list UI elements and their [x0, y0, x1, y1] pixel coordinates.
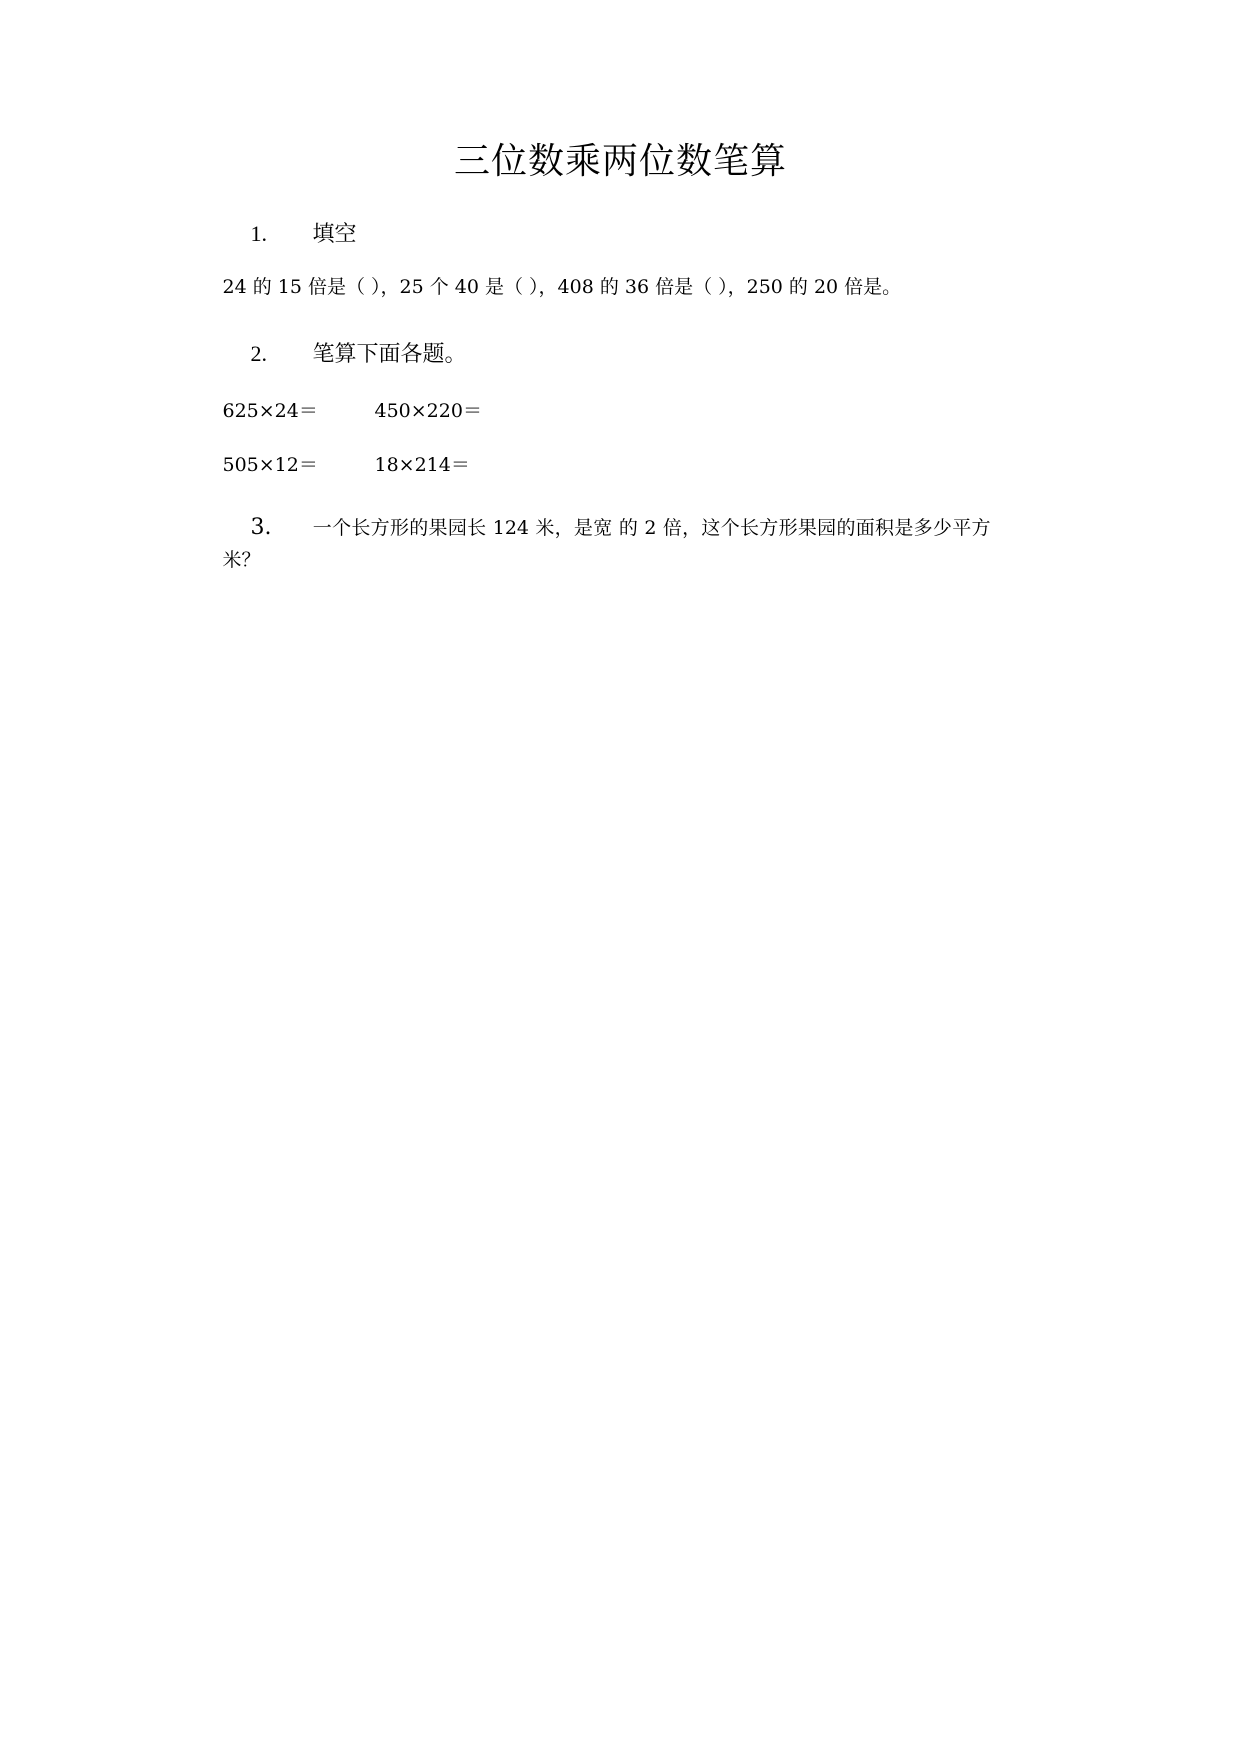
calc-expression: 18×214＝	[374, 454, 470, 477]
question-3-text: 一个长方形的果园长 124 米，是宽 的 2 倍，这个长方形果园的面积是多少平方米？	[222, 516, 991, 571]
calc-row	[223, 451, 991, 480]
question-2-heading	[251, 337, 991, 371]
question-1-number: 1.	[250, 221, 267, 247]
question-1-heading	[251, 217, 991, 251]
calc-row	[223, 397, 991, 426]
question-2-number: 2.	[250, 340, 267, 366]
question-3-number: 3.	[250, 514, 272, 540]
question-1-title: 填空	[312, 222, 357, 248]
calc-expression: 505×12＝	[222, 454, 318, 477]
question-2-title: 笔算下面各题。	[312, 341, 467, 367]
question-3	[223, 510, 991, 576]
calc-expression: 625×24＝	[222, 399, 318, 422]
calc-expression: 450×220＝	[374, 399, 482, 422]
page-title: 三位数乘两位数笔算	[453, 141, 787, 182]
question-1-text: 24 的 15 倍是（ ），25 个 40 是（ ），408 的 36 倍是（ ），250 的 20 倍是。	[222, 276, 902, 299]
worksheet-content	[222, 217, 991, 575]
